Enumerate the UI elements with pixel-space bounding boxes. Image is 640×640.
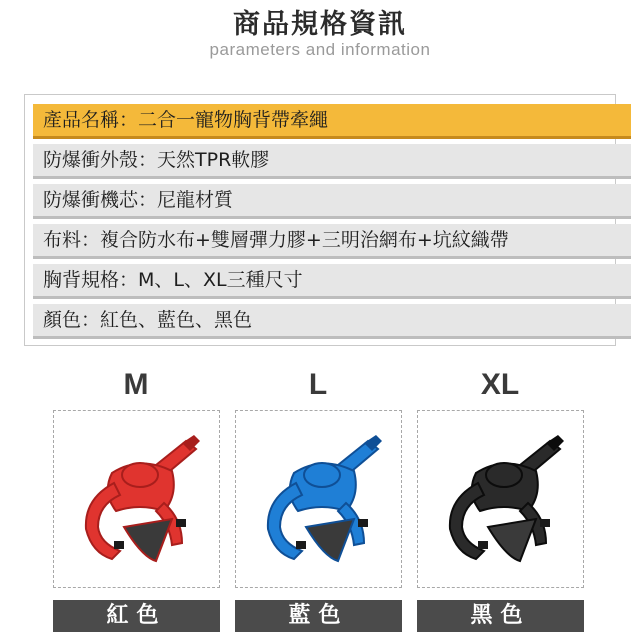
color-label-blue: 藍色 — [235, 600, 402, 632]
page-subtitle: parameters and information — [209, 40, 431, 59]
black-harness-image — [418, 411, 585, 589]
red-harness-image — [54, 411, 221, 589]
size-label-xl: XL — [480, 368, 520, 401]
spec-row-core: 防爆衝機芯：尼龍材質 — [33, 184, 631, 219]
spec-row-fabric: 布料：複合防水布+雙層彈力膠+三明治網布+坑紋織帶 — [33, 224, 631, 259]
spec-row-shell: 防爆衝外殼：天然TPR軟膠 — [33, 144, 631, 179]
spec-row-product-name: 產品名稱：二合一寵物胸背帶牽繩 — [33, 104, 631, 139]
spec-row-colors: 顏色：紅色、藍色、黑色 — [33, 304, 631, 339]
page-title: 商品規格資訊 — [233, 9, 407, 40]
product-photo-red — [53, 410, 220, 588]
color-label-black: 黑色 — [417, 600, 584, 632]
product-photo-blue — [235, 410, 402, 588]
size-label-l: L — [308, 368, 328, 401]
spec-table — [24, 94, 616, 346]
color-label-red: 紅色 — [53, 600, 220, 632]
product-photo-black — [417, 410, 584, 588]
size-label-m: M — [123, 368, 149, 401]
blue-harness-image — [236, 411, 403, 589]
spec-row-sizes: 胸背規格：M、L、XL三種尺寸 — [33, 264, 631, 299]
